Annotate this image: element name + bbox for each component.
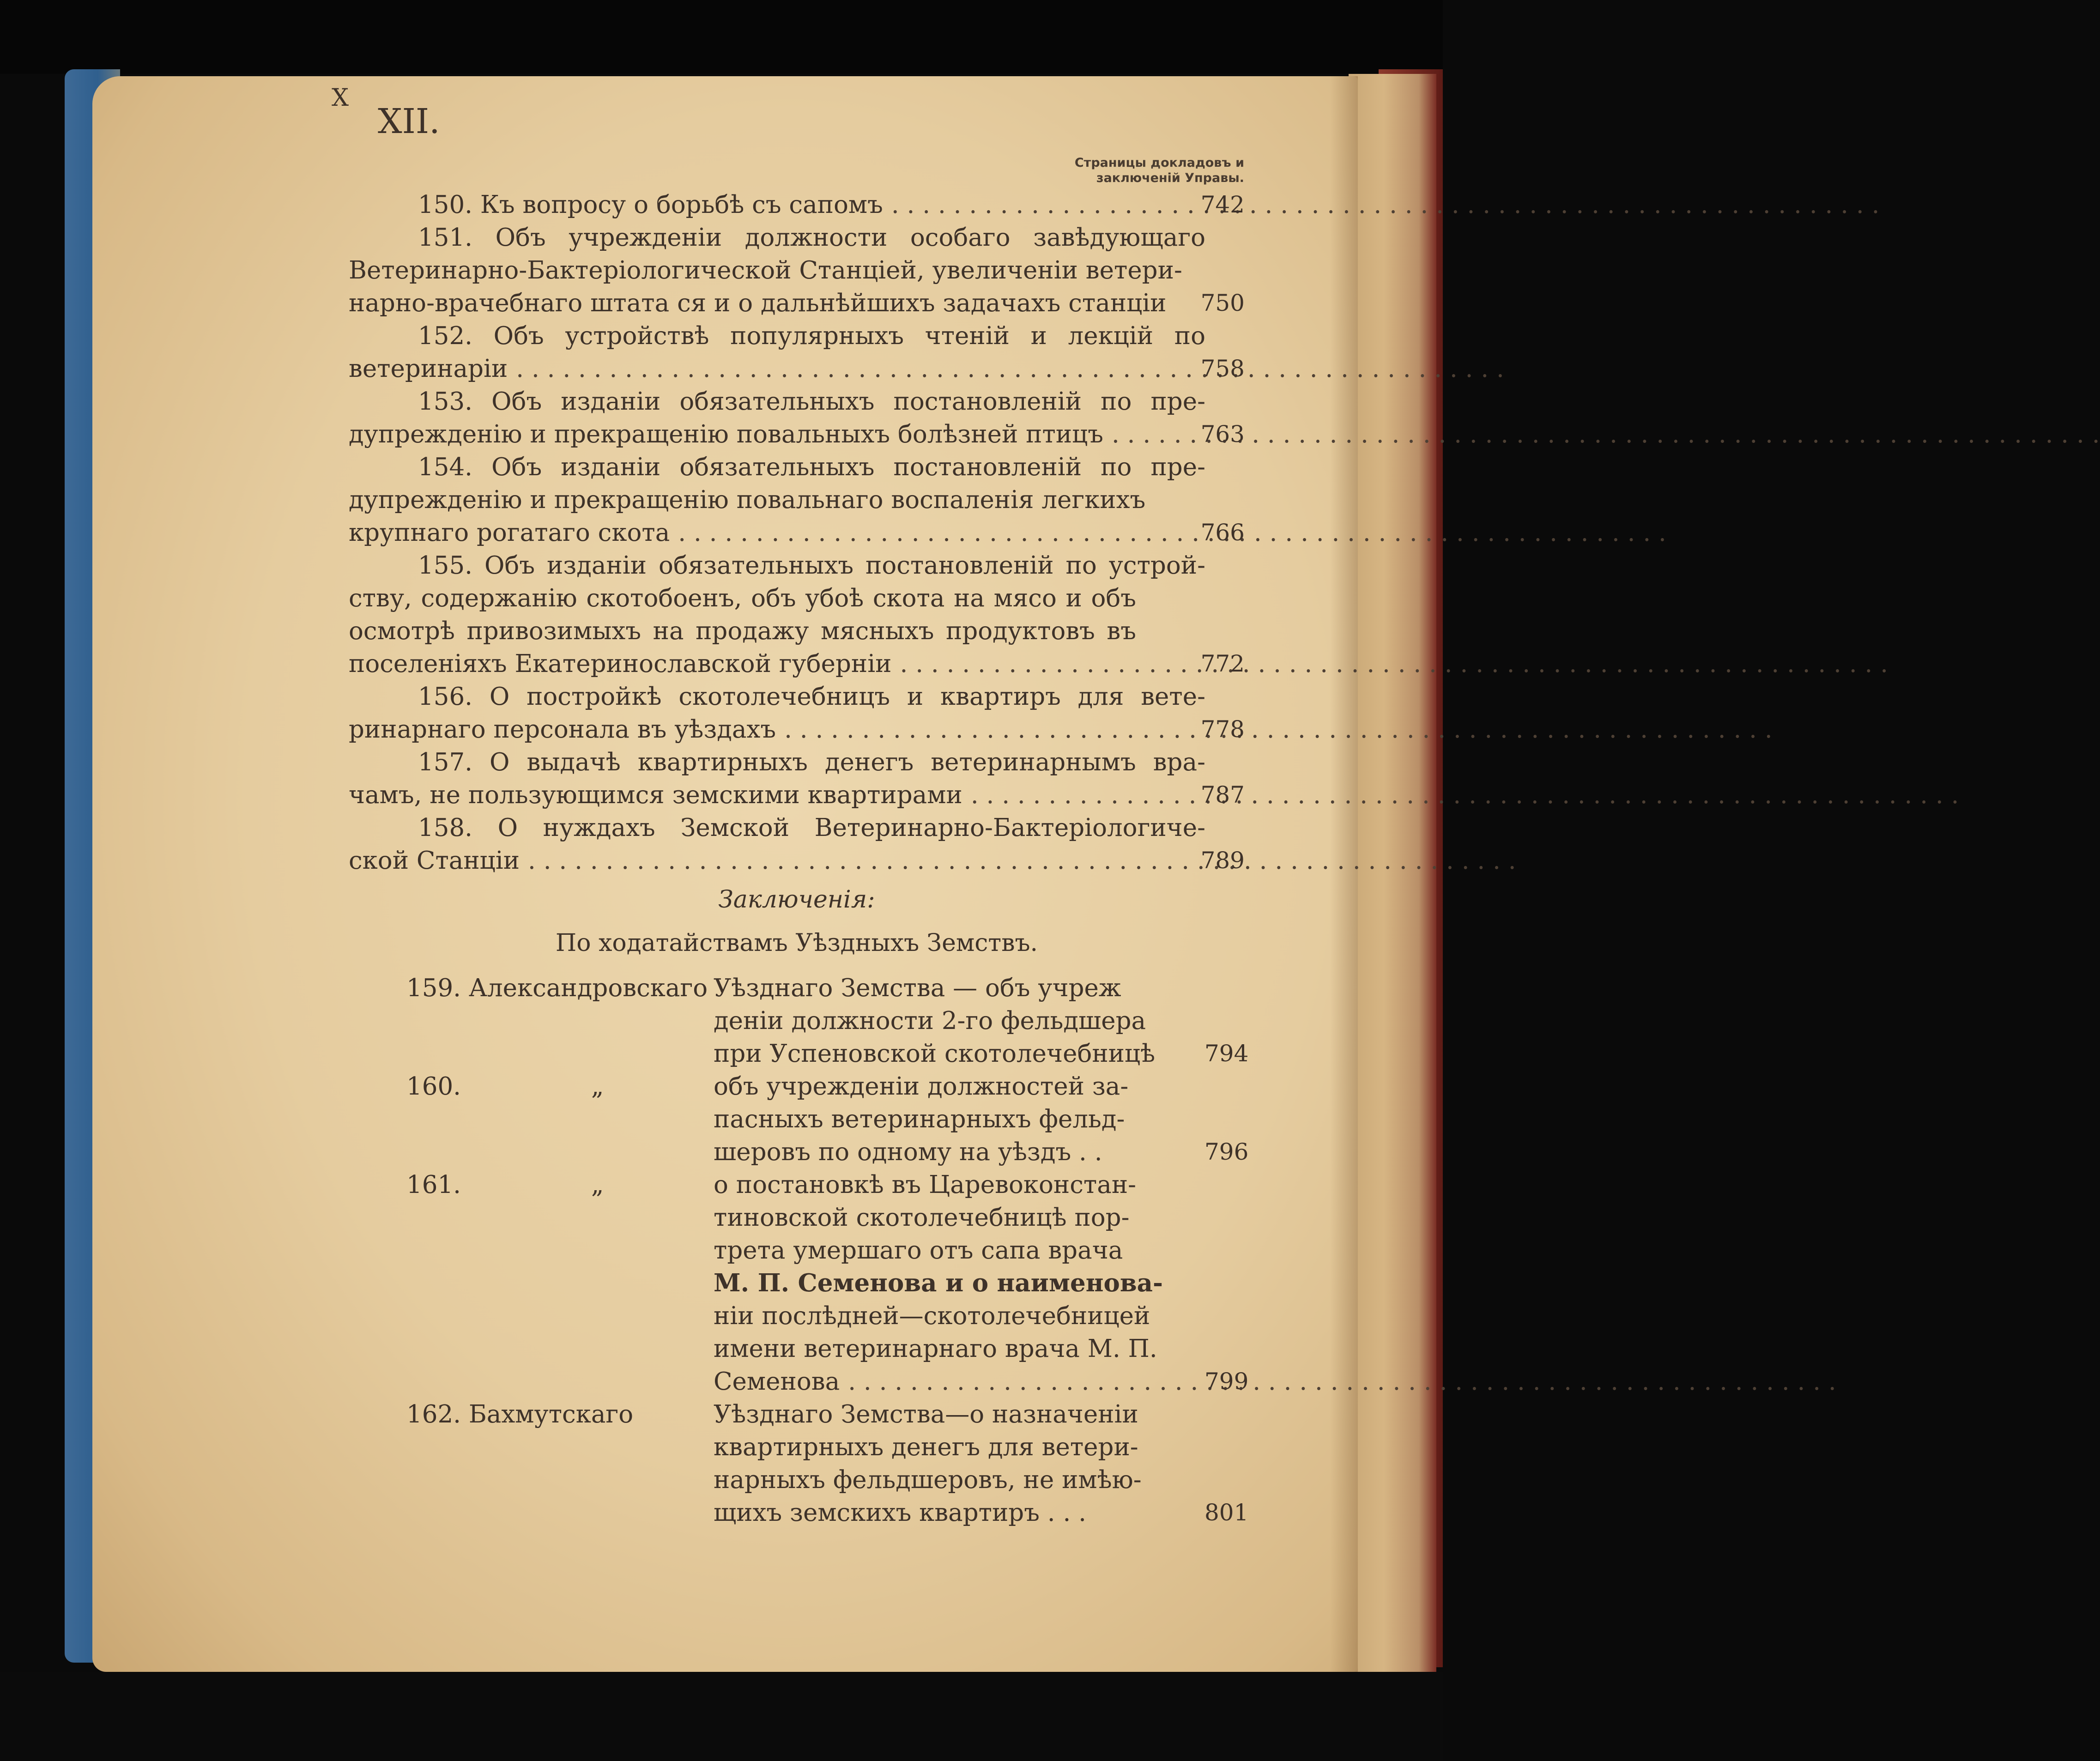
toc-entry-line: ринарнаго персонала въ уѣздахъ [349, 715, 776, 744]
toc-entry-line: 152. Объ устройствѣ популярныхъ чтеній и лекцій по [418, 322, 1205, 350]
toc-entry [349, 320, 1245, 385]
toc-entry-page: 758 [1200, 355, 1245, 382]
toc-entry-line: крупнаго рогатаго скота [349, 519, 670, 547]
toc-entry-line: нарно-врачебнаго штата ся и о дальнѣйшихъ задачахъ станціи [349, 289, 1167, 317]
scan-background-bottom [0, 1672, 1443, 1761]
petition-page: 801 [1204, 1499, 1249, 1526]
scan-background-top [0, 0, 1443, 74]
petition-line: при Успеновской скотолечебницѣ [714, 1040, 1156, 1068]
toc-entry-line: 151. Объ учрежденіи должности особаго завѣдующаго [418, 224, 1205, 252]
toc-entry [349, 680, 1245, 746]
toc-entry-line: Ветеринарно-Бактеріологической Станціей, увеличеніи ветери- [349, 256, 1182, 284]
toc-entry-line: 153. Объ изданіи обязательныхъ постановленій по пре- [418, 387, 1205, 416]
petition-line: квартирныхъ денегъ для ветери- [714, 1433, 1138, 1461]
toc-entry-line: 156. О постройкѣ скотолечебницъ и квартиръ для вете- [418, 683, 1205, 711]
petition-line: деніи должности 2-го фельдшера [714, 1007, 1146, 1035]
toc-entry-line: 157. О выдачѣ квартирныхъ денегъ ветеринарнымъ вра- [418, 748, 1205, 776]
toc-entry-line: 154. Объ изданіи обязательныхъ постановленій по пре- [418, 453, 1205, 481]
section-subtitle: По ходатайствамъ Уѣздныхъ Земствъ. [555, 929, 1038, 957]
petition-line: Уѣзднаго Земства — объ учреж [714, 974, 1121, 1002]
toc-entry-page: 766 [1200, 519, 1245, 546]
toc-entry [349, 811, 1245, 877]
toc-entry [349, 385, 1245, 451]
ditto-mark: „ [591, 1171, 604, 1199]
petition-label: 160. [406, 1072, 461, 1101]
petition-line: имени ветеринарнаго врача М. П. [714, 1335, 1157, 1363]
toc-entry-line: осмотрѣ привозимыхъ на продажу мясныхъ продуктовъ въ [349, 617, 1136, 645]
toc-entry-page: 750 [1200, 290, 1245, 316]
petition-line: Семенова [714, 1368, 840, 1396]
toc-entry-line: поселеніяхъ Екатеринославской губерніи [349, 650, 892, 678]
toc-entry-line: дупрежденію и прекращенію повальнаго воспаленія легкихъ [349, 486, 1146, 514]
toc-entry [349, 746, 1245, 811]
toc-entry-line: 158. О нуждахъ Земской Ветеринарно-Бактеріологиче- [418, 814, 1205, 842]
column-heading [1075, 155, 1244, 186]
petition-line: трета умершаго отъ сапа врача [714, 1236, 1123, 1265]
toc-entry-line: ветеринаріи [349, 355, 508, 383]
toc-entry-page: 772 [1200, 650, 1245, 677]
section-title: Заключенія: [718, 886, 875, 914]
toc-entry [349, 221, 1245, 320]
petition-page: 799 [1204, 1368, 1249, 1395]
petition-page: 794 [1204, 1040, 1249, 1067]
petition-line: объ учрежденіи должностей за- [714, 1072, 1129, 1101]
column-heading-line: заключеній Управы. [1096, 171, 1244, 185]
toc-entry-line: 150. Къ вопросу о борьбѣ съ сапомъ [418, 191, 883, 219]
toc-entry-line: 155. Объ изданіи обязательныхъ постановленій по устрой- [418, 551, 1205, 580]
ditto-mark: „ [591, 1072, 604, 1101]
roman-numeral-mark: X [332, 84, 349, 112]
toc-entry-page: 778 [1200, 716, 1245, 743]
toc-entries [349, 188, 1245, 877]
toc-entry [349, 188, 1245, 221]
petition-line: Уѣзднаго Земства—о назначеніи [714, 1400, 1138, 1428]
petition-line: шеровъ по одному на уѣздъ . . [714, 1138, 1102, 1166]
toc-entry-page: 787 [1200, 781, 1245, 808]
page-number: XII. [378, 102, 440, 141]
petition-label: 159. Александровскаго [406, 974, 708, 1002]
petition-line: М. П. Семенова и о наименова- [714, 1269, 1163, 1297]
column-heading-line: Страницы докладовъ и [1074, 156, 1244, 170]
petition-page: 796 [1204, 1138, 1249, 1165]
petition-line: нарныхъ фельдшеровъ, не имѣю- [714, 1466, 1142, 1494]
petition-line: тиновской скотолечебницѣ пор- [714, 1204, 1130, 1232]
petition-line: о постановкѣ въ Царевоконстан- [714, 1171, 1137, 1199]
toc-entry-line: чамъ, не пользующимся земскими квартирами [349, 781, 962, 809]
toc-entry-line: ству, содержанію скотобоенъ, объ убоѣ скота на мясо и объ [349, 584, 1136, 612]
petition-label: 161. [406, 1171, 461, 1199]
toc-entry-page: 742 [1200, 191, 1245, 218]
petition-line: ніи послѣдней—скотолечебницей [714, 1302, 1150, 1330]
toc-entry [349, 451, 1245, 549]
toc-entry-page: 789 [1200, 847, 1245, 874]
petition-line: пасныхъ ветеринарныхъ фельд- [714, 1105, 1125, 1133]
toc-entry [349, 549, 1245, 680]
toc-entry-line: дупрежденію и прекращенію повальныхъ болѣзней птицъ [349, 420, 1103, 448]
petition-line: щихъ земскихъ квартиръ . . . [714, 1499, 1087, 1527]
petition-label: 162. Бахмутскаго [406, 1400, 634, 1428]
toc-entry-page: 763 [1200, 421, 1245, 448]
toc-entry-line: ской Станціи [349, 847, 520, 875]
